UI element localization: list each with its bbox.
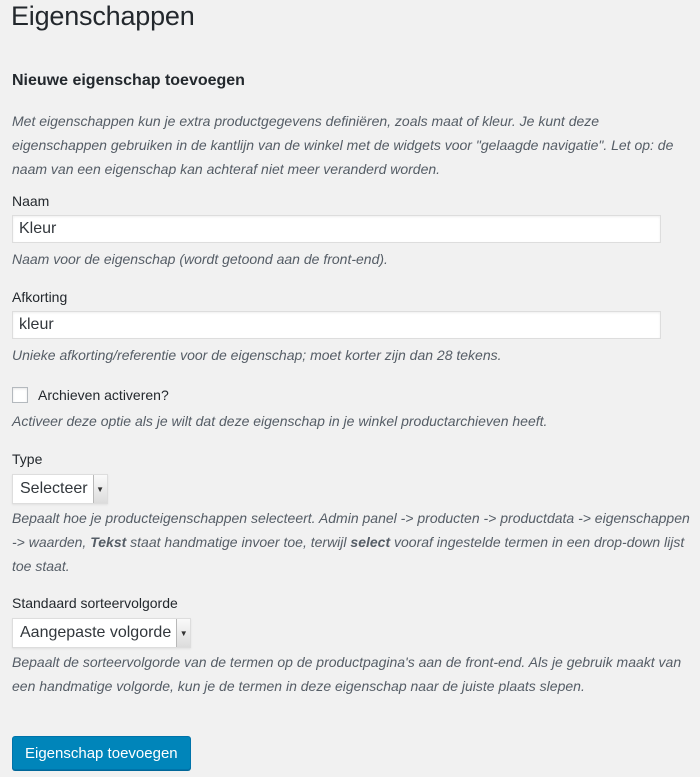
type-label: Type bbox=[12, 451, 43, 467]
orderby-select-value: Aangepaste volgorde bbox=[20, 624, 172, 641]
chevron-down-icon: ▼ bbox=[93, 475, 107, 503]
slug-help: Unieke afkorting/referentie voor de eigenschap; moet korter zijn dan 28 tekens. bbox=[12, 347, 502, 363]
name-label: Naam bbox=[12, 193, 50, 209]
type-field-group bbox=[12, 451, 692, 578]
type-select-value: Selecteer bbox=[20, 480, 88, 497]
orderby-select[interactable] bbox=[12, 618, 191, 648]
type-select[interactable] bbox=[12, 474, 108, 504]
slug-label: Afkorting bbox=[12, 289, 68, 305]
page-title: Eigenschappen bbox=[11, 1, 195, 31]
orderby-field-group bbox=[12, 595, 692, 698]
archives-label[interactable]: Archieven activeren? bbox=[38, 387, 169, 403]
chevron-down-icon: ▼ bbox=[176, 619, 190, 647]
slug-input[interactable] bbox=[12, 311, 661, 339]
section-title: Nieuwe eigenschap toevoegen bbox=[12, 72, 245, 89]
intro-description: Met eigenschappen kun je extra productgegevens definiëren, zoals maat of kleur. Je kunt deze eigenschappen gebruiken in de kantlijn van de winkel met de widgets voor "gelaagde navigatie". Let op: de naam van een eigenschap kan achteraf niet meer veranderd worden. bbox=[12, 113, 674, 177]
archives-field-group bbox=[12, 385, 692, 433]
orderby-label: Standaard sorteervolgorde bbox=[12, 595, 178, 611]
archives-checkbox[interactable] bbox=[12, 387, 28, 403]
slug-field-group bbox=[12, 289, 692, 367]
add-attribute-button[interactable]: Eigenschap toevoegen bbox=[12, 736, 191, 770]
name-field-group bbox=[12, 193, 692, 271]
name-help: Naam voor de eigenschap (wordt getoond aan de front-end). bbox=[12, 251, 388, 267]
type-help: Bepaalt hoe je producteigenschappen selecteert. Admin panel -> producten -> productdata -> eigenschappen -> waarden, Tekst staat handmatige invoer toe, terwijl select vooraf ingestelde termen in een drop-down lijst toe staat. bbox=[12, 510, 690, 574]
name-input[interactable] bbox=[12, 215, 661, 243]
orderby-help: Bepaalt de sorteervolgorde van de termen op de productpagina's aan de front-end. Als je gebruik maakt van een handmatige volgorde, kun je de termen in deze eigenschap naar de juiste plaats slepen. bbox=[12, 654, 682, 694]
archives-help: Activeer deze optie als je wilt dat deze eigenschap in je winkel productarchieven heeft. bbox=[12, 413, 548, 429]
